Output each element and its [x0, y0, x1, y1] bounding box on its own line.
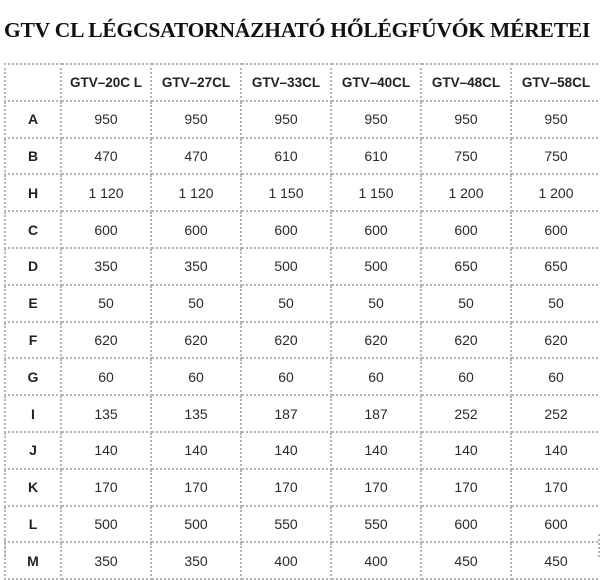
table-cell: 550 [241, 506, 331, 543]
header-cell-model: GTV–20C L [61, 64, 151, 101]
table-cell: 950 [151, 101, 241, 138]
table-cell: 60 [421, 358, 511, 395]
table-row [5, 322, 600, 359]
table-row [5, 174, 600, 211]
table-cell: 600 [511, 211, 600, 248]
table-cell: 140 [511, 432, 600, 469]
table-cell: 140 [331, 432, 421, 469]
table-cell: 350 [61, 248, 151, 285]
table-cell: 1 120 [61, 174, 151, 211]
table-cell: 610 [331, 138, 421, 175]
table-cell: 610 [241, 138, 331, 175]
row-label: C [5, 211, 61, 248]
row-label: G [5, 358, 61, 395]
header-cell-corner [5, 64, 61, 101]
row-label: E [5, 285, 61, 322]
table-cell: 470 [151, 138, 241, 175]
table-cell: 620 [61, 322, 151, 359]
header-cell-model: GTV–58CL [511, 64, 600, 101]
table-row [5, 101, 600, 138]
table-cell: 600 [151, 211, 241, 248]
table-cell: 1 150 [331, 174, 421, 211]
table-cell: 50 [331, 285, 421, 322]
header-cell-model: GTV–40CL [331, 64, 421, 101]
table-cell: 170 [421, 469, 511, 506]
row-label: F [5, 322, 61, 359]
header-cell-model: GTV–27CL [151, 64, 241, 101]
row-label: M [5, 542, 61, 579]
table-cell: 750 [421, 138, 511, 175]
table-cell: 950 [421, 101, 511, 138]
table-cell: 500 [151, 506, 241, 543]
row-label: K [5, 469, 61, 506]
table-cell: 350 [151, 248, 241, 285]
table-cell: 600 [511, 506, 600, 543]
row-label: J [5, 432, 61, 469]
table-cell: 500 [331, 248, 421, 285]
header-cell-model: GTV–48CL [421, 64, 511, 101]
table-cell: 50 [61, 285, 151, 322]
table-cell: 187 [331, 395, 421, 432]
header-cell-model: GTV–33CL [241, 64, 331, 101]
table-cell: 550 [331, 506, 421, 543]
table-cell: 1 200 [421, 174, 511, 211]
table-cell: 170 [511, 469, 600, 506]
table-row [5, 358, 600, 395]
table-cell: 450 [511, 542, 600, 579]
table-cell: 170 [151, 469, 241, 506]
table-cell: 950 [61, 101, 151, 138]
table-row [5, 469, 600, 506]
table-row [5, 432, 600, 469]
table-cell: 170 [61, 469, 151, 506]
page-title: GTV CL LÉGCSATORNÁZHATÓ HŐLÉGFÚVÓK MÉRETEI [4, 18, 591, 42]
table-cell: 187 [241, 395, 331, 432]
row-label: L [5, 506, 61, 543]
table-row [5, 211, 600, 248]
table-cell: 470 [61, 138, 151, 175]
row-label: A [5, 101, 61, 138]
table-cell: 60 [511, 358, 600, 395]
table-cell: 600 [421, 506, 511, 543]
table-cell: 50 [241, 285, 331, 322]
table-cell: 600 [241, 211, 331, 248]
table-row [5, 395, 600, 432]
table-cell: 500 [61, 506, 151, 543]
dimensions-table-container [4, 63, 600, 580]
table-row [5, 285, 600, 322]
table-cell: 50 [511, 285, 600, 322]
table-cell: 140 [151, 432, 241, 469]
table-body [5, 101, 600, 579]
table-cell: 60 [331, 358, 421, 395]
row-label: D [5, 248, 61, 285]
table-cell: 170 [241, 469, 331, 506]
table-cell: 135 [151, 395, 241, 432]
table-cell: 620 [331, 322, 421, 359]
table-cell: 1 150 [241, 174, 331, 211]
table-cell: 140 [61, 432, 151, 469]
table-cell: 140 [241, 432, 331, 469]
table-cell: 950 [331, 101, 421, 138]
header-row [5, 64, 600, 101]
table-cell: 50 [421, 285, 511, 322]
table-cell: 950 [511, 101, 600, 138]
table-cell: 620 [151, 322, 241, 359]
table-cell: 1 200 [511, 174, 600, 211]
table-cell: 350 [61, 542, 151, 579]
table-cell: 252 [511, 395, 600, 432]
table-cell: 135 [61, 395, 151, 432]
table-cell: 600 [421, 211, 511, 248]
table-row [5, 248, 600, 285]
table-cell: 350 [151, 542, 241, 579]
table-cell: 400 [241, 542, 331, 579]
table-bottom-border [4, 534, 600, 557]
table-cell: 650 [511, 248, 600, 285]
table-cell: 620 [241, 322, 331, 359]
table-cell: 500 [241, 248, 331, 285]
table-cell: 620 [421, 322, 511, 359]
table-cell: 1 120 [151, 174, 241, 211]
table-cell: 600 [61, 211, 151, 248]
table-cell: 60 [61, 358, 151, 395]
table-cell: 620 [511, 322, 600, 359]
table-cell: 650 [421, 248, 511, 285]
table-cell: 50 [151, 285, 241, 322]
table-cell: 600 [331, 211, 421, 248]
table-row [5, 138, 600, 175]
row-label: I [5, 395, 61, 432]
dimensions-table [4, 63, 600, 580]
table-cell: 950 [241, 101, 331, 138]
table-header [5, 64, 600, 101]
row-label: H [5, 174, 61, 211]
row-label: B [5, 138, 61, 175]
table-cell: 450 [421, 542, 511, 579]
table-cell: 400 [331, 542, 421, 579]
table-cell: 60 [151, 358, 241, 395]
table-cell: 252 [421, 395, 511, 432]
table-cell: 170 [331, 469, 421, 506]
table-cell: 60 [241, 358, 331, 395]
table-cell: 750 [511, 138, 600, 175]
table-cell: 140 [421, 432, 511, 469]
